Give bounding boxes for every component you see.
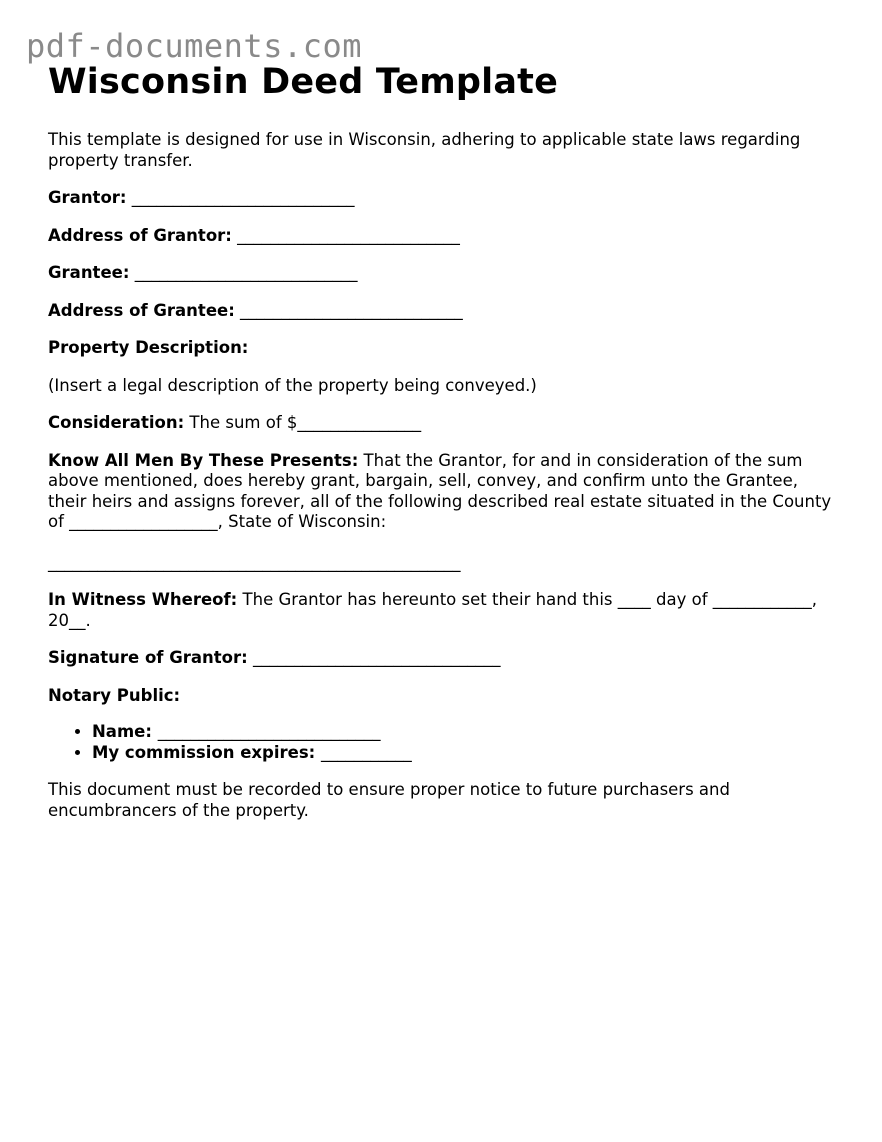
grantee-address-field bbox=[48, 301, 838, 322]
grantor-address-line: ___________________________ bbox=[237, 225, 460, 245]
signature-field bbox=[48, 648, 838, 669]
signature-line: ______________________________ bbox=[252, 648, 501, 667]
notary-list bbox=[48, 722, 838, 763]
notary-commission-label: My commission expires: bbox=[92, 742, 316, 762]
presents-paragraph bbox=[48, 451, 838, 533]
property-description-label: Property Description: bbox=[48, 338, 249, 357]
witness-label: In Witness Whereof: bbox=[48, 590, 238, 609]
grantor-address-field bbox=[48, 226, 838, 247]
grantor-field bbox=[48, 188, 838, 209]
document-page bbox=[48, 60, 838, 838]
grantor-label: Grantor: bbox=[48, 188, 127, 207]
grantor-line: ___________________________ bbox=[131, 188, 355, 207]
footer-paragraph: This document must be recorded to ensure proper notice to future purchasers and encumbrancers of the property. bbox=[48, 780, 730, 820]
intro-paragraph: This template is designed for use in Wisconsin, adhering to applicable state laws regarding property transfer. bbox=[48, 130, 801, 170]
witness-paragraph bbox=[48, 590, 838, 631]
consideration-field bbox=[48, 413, 838, 434]
grantee-address-line: ___________________________ bbox=[240, 300, 463, 320]
consideration-text: The sum of $_______________ bbox=[189, 413, 422, 432]
notary-name-line: ___________________________ bbox=[157, 722, 381, 741]
list-item bbox=[92, 743, 838, 764]
county-description-line: __________________________________________________ bbox=[48, 552, 461, 572]
presents-label: Know All Men By These Presents: bbox=[48, 450, 359, 470]
grantee-address-label: Address of Grantee: bbox=[48, 300, 235, 320]
watermark: pdf-documents.com bbox=[26, 27, 363, 65]
grantee-label: Grantee: bbox=[48, 263, 130, 282]
witness-text: The Grantor has hereunto set their hand this ____ day of ____________, 20__. bbox=[48, 590, 817, 630]
notary-commission-line: ___________ bbox=[321, 742, 412, 762]
grantee-line: ___________________________ bbox=[134, 263, 358, 282]
property-description-note: (Insert a legal description of the property being conveyed.) bbox=[48, 375, 537, 395]
consideration-label: Consideration: bbox=[48, 413, 185, 432]
grantor-address-label: Address of Grantor: bbox=[48, 225, 232, 245]
signature-label: Signature of Grantor: bbox=[48, 648, 248, 667]
notary-name-label: Name: bbox=[92, 722, 152, 741]
grantee-field bbox=[48, 263, 838, 284]
page-title: Wisconsin Deed Template bbox=[48, 62, 559, 102]
notary-label: Notary Public: bbox=[48, 685, 181, 705]
list-item bbox=[92, 722, 838, 743]
presents-text: That the Grantor, for and in consideration of the sum above mentioned, does hereby grant, bargain, sell, convey, and confirm unto the Grantee, their heirs and assigns forever, all of the following described real estate situated in the County of __________________, State of Wisconsin: bbox=[48, 450, 832, 531]
